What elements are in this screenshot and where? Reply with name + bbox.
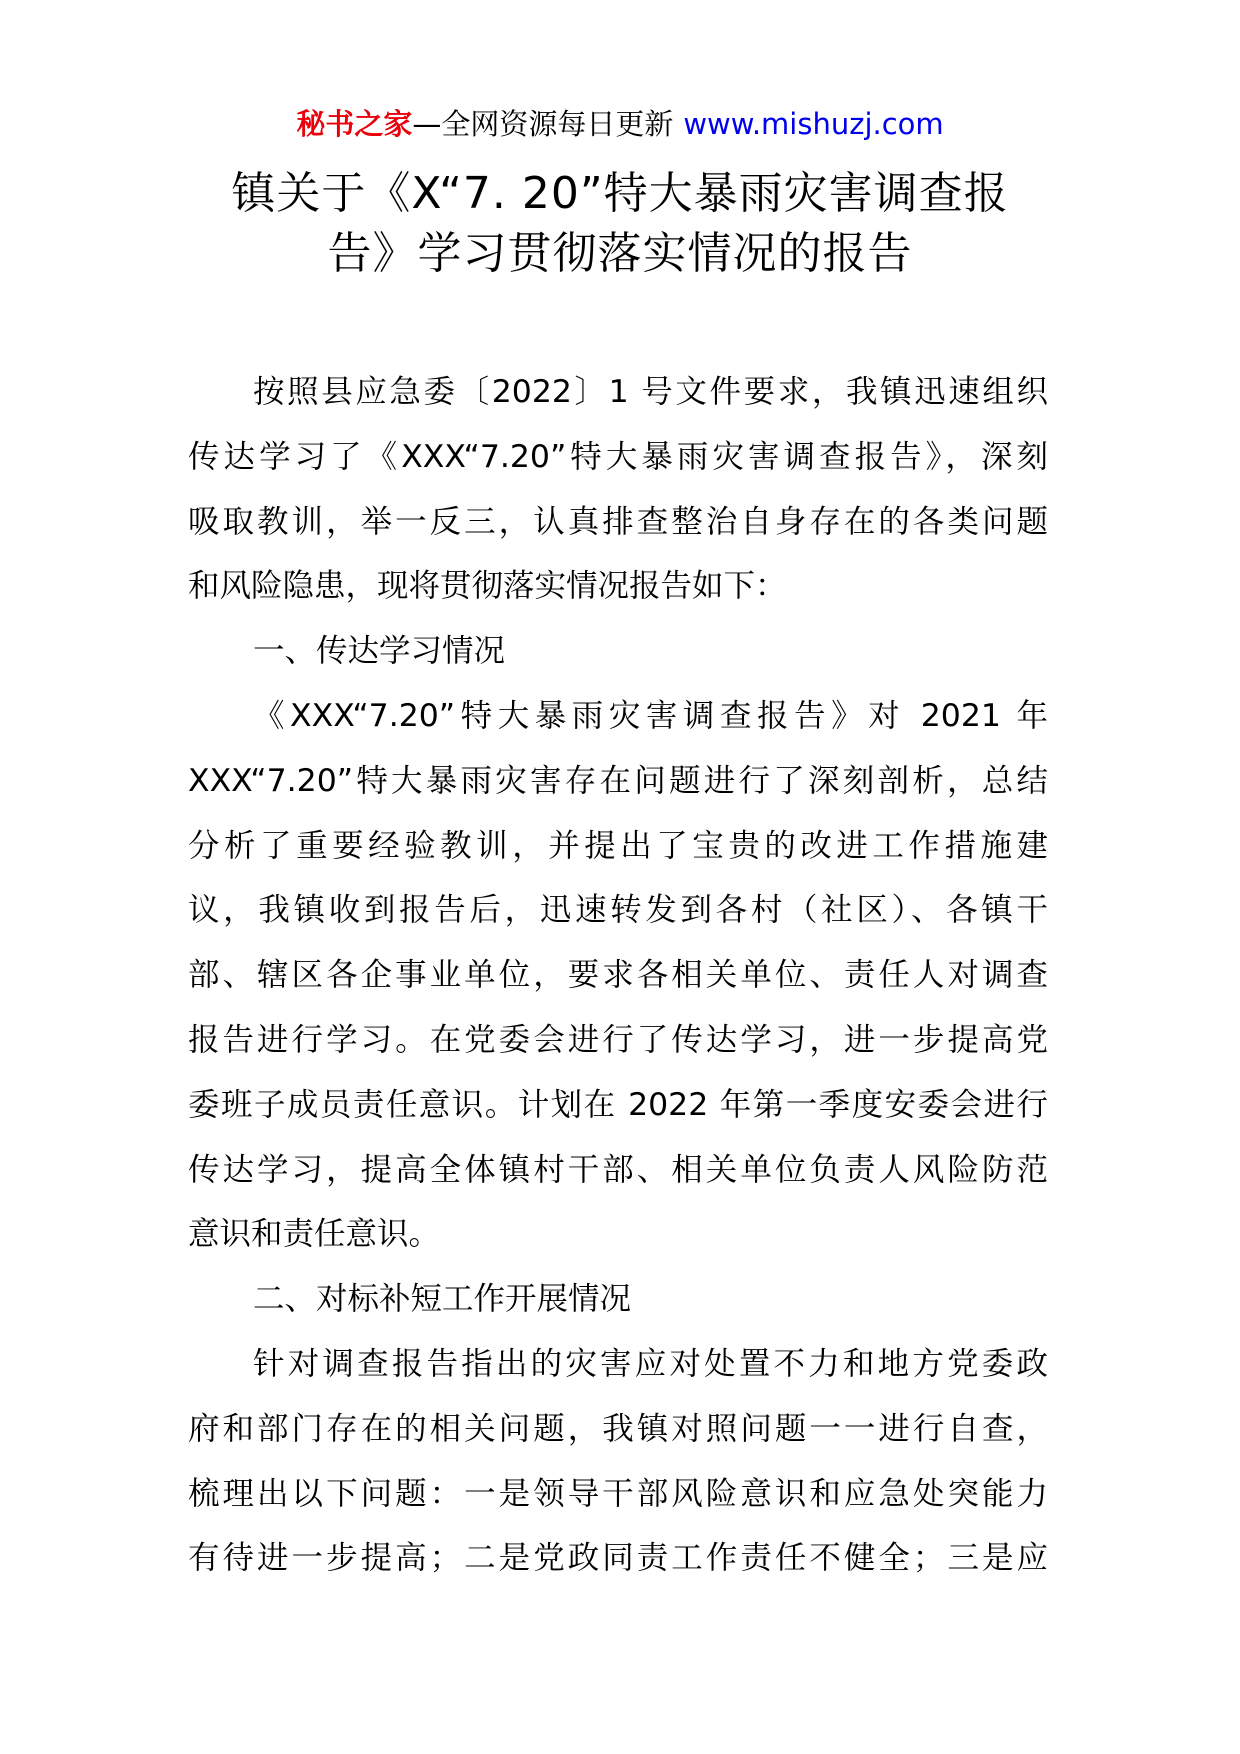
intro-paragraph [188,360,1048,619]
site-url-link[interactable]: www.mishuzj.com [683,107,944,141]
text-line: 部、辖区各企事业单位，要求各相关单位、责任人对调查 [188,957,1048,994]
text-line: 议，我镇收到报告后，迅速转发到各村（社区）、各镇干 [188,892,1048,929]
text-line: 按照县应急委〔2022〕1 号文件要求，我镇迅速组织 [253,374,1048,410]
site-brand: 秘书之家 [296,107,413,141]
document-body [188,360,1048,1591]
text-line: 委班子成员责任意识。计划在 2022 年第一季度安委会进行 [188,1086,1048,1123]
section-1-paragraph [188,684,1048,1267]
text-line: 传达学习了《XXX“7.20”特大暴雨灾害调查报告》，深刻 [188,438,1048,475]
text-line: 府和部门存在的相关问题，我镇对照问题一一进行自查， [188,1410,1048,1447]
text-line: 意识和责任意识。 [188,1216,441,1253]
text-line: 针对调查报告指出的灾害应对处置不力和地方党委政 [253,1345,1048,1382]
text-line: 梳理出以下问题：一是领导干部风险意识和应急处突能力 [188,1475,1048,1512]
text-line: 《XXX“7.20”特大暴雨灾害调查报告》对 2021 年 [253,697,1048,734]
text-line: 分析了重要经验教训，并提出了宝贵的改进工作措施建 [188,827,1048,864]
text-line: 传达学习，提高全体镇村干部、相关单位负责人风险防范 [188,1151,1048,1188]
title-line-1: 镇关于《X“7. 20”特大暴雨灾害调查报 [231,168,1009,219]
text-line: XXX“7.20”特大暴雨灾害存在问题进行了深刻剖析，总结 [188,762,1048,799]
text-line: 有待进一步提高；二是党政同责工作责任不健全；三是应 [188,1540,1048,1577]
title-line-2: 告》学习贯彻落实情况的报告 [327,228,913,279]
document-title [120,164,1120,284]
text-line: 吸取教训，举一反三，认真排查整治自身存在的各类问题 [188,503,1048,540]
section-2-heading: 二、对标补短工作开展情况 [253,1281,632,1318]
text-line: 和风险隐患，现将贯彻落实情况报告如下： [188,568,787,605]
site-header [0,104,1240,144]
site-tagline: —全网资源每日更新 [412,107,674,141]
section-2-paragraph [188,1332,1048,1591]
section-1-heading: 一、传达学习情况 [253,633,506,670]
text-line: 报告进行学习。在党委会进行了传达学习，进一步提高党 [188,1021,1048,1058]
